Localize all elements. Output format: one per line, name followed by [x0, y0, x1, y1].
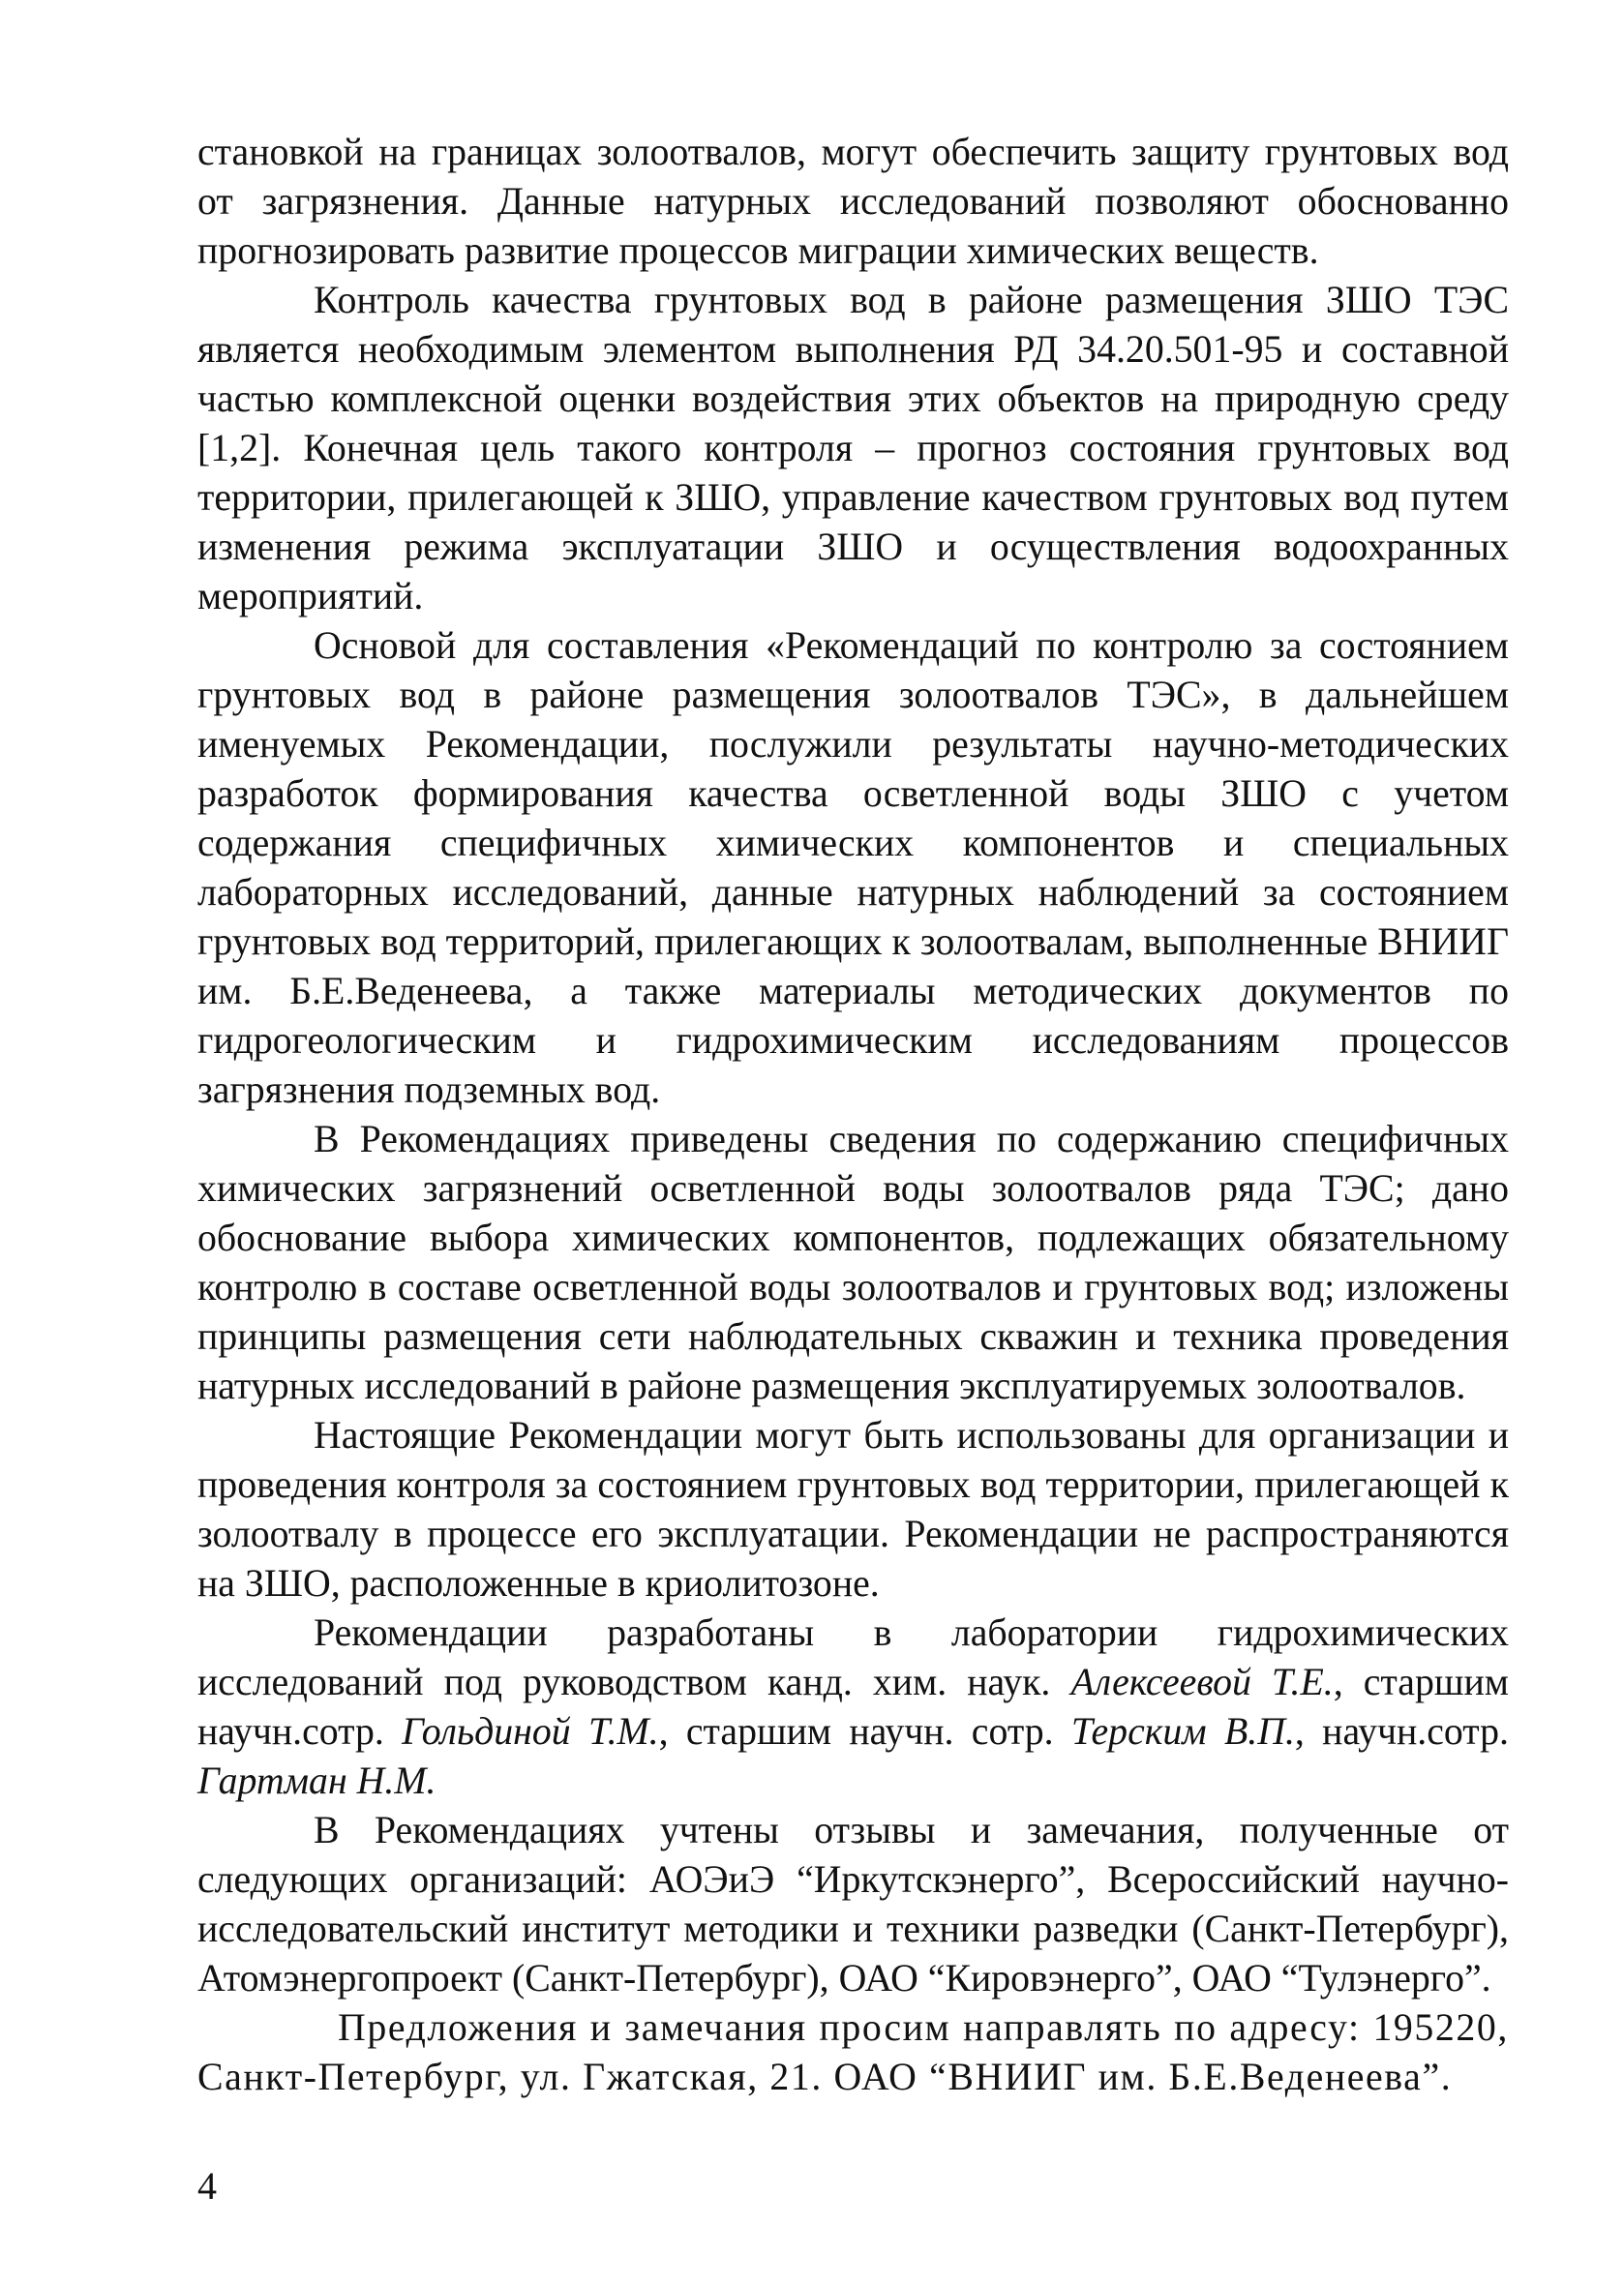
paragraph-authors	[197, 1609, 1509, 1806]
postal-address: 195220, Санкт-Петербург, ул. Гжатская, 21. ОАО “ВНИИГ им. Б.Е.Веденеева”.	[197, 2006, 1509, 2098]
paragraph-applicability: Настоящие Рекомендации могут быть использованы для организации и проведения контроля за состоянием грунтовых вод территории, прилегающей к золоотвалу в процессе его эксплуатации. Рекомендации не распространяются на ЗШО, расположенные в криолитозоне.	[197, 1414, 1509, 1605]
author-name: Терским В.П.	[1070, 1710, 1295, 1753]
author-name: Алексеевой Т.Е.	[1070, 1661, 1334, 1703]
address-intro: Предложения и замечания просим направлять по адресу:	[338, 2006, 1361, 2049]
paragraph-contents: В Рекомендациях приведены сведения по содержанию специфичных химических загрязнений осветленной воды золоотвалов ряда ТЭС; дано обоснование выбора химических компонентов, подлежащих обязательному контролю в составе осветленной воды золоотвалов и грунтовых вод; изложены принципы размещения сети наблюдательных скважин и техника проведения натурных исследований в районе размещения эксплуатируемых золоотвалов.	[197, 1118, 1509, 1407]
authors-intro: Рекомендации разработаны в лаборатории гидрохимических исследований под руководством канд. хим. наук.	[197, 1611, 1509, 1703]
paragraph-address	[197, 2003, 1509, 2102]
author-name: Гольдиной Т.М.	[402, 1710, 659, 1753]
page-number: 4	[197, 2164, 217, 2208]
authors-separator: , старшим научн.сотр.	[197, 1661, 1509, 1753]
paragraph-reviews: В Рекомендациях учтены отзывы и замечания, полученные от следующих организаций: АОЭиЭ “Иркутскэнерго”, Всероссийский научно-исследовательский институт методики и техники разведки (Санкт-Петербург), Атомэнергопроект (Санкт-Петербург), ОАО “Кировэнерго”, ОАО “Тулэнерго”.	[197, 1809, 1509, 2000]
authors-separator: , старшим научн. сотр.	[658, 1710, 1071, 1753]
body-text	[197, 128, 1509, 2102]
authors-separator: , научн.сотр.	[1294, 1710, 1510, 1753]
author-name: Гартман Н.М.	[197, 1760, 436, 1802]
paragraph-control-purpose: Контроль качества грунтовых вод в районе размещения ЗШО ТЭС является необходимым элементом выполнения РД 34.20.501-95 и составной частью комплексной оценки воздействия этих объектов на природную среду [1,2]. Конечная цель такого контроля – прогноз состояния грунтовых вод территории, прилегающей к ЗШО, управление качеством грунтовых вод путем изменения режима эксплуатации ЗШО и осуществления водоохранных мероприятий.	[197, 279, 1509, 617]
paragraph-continuation: становкой на границах золоотвалов, могут обеспечить защиту грунтовых вод от загрязнения. Данные натурных исследований позволяют обоснованно прогнозировать развитие процессов миграции химических веществ.	[197, 131, 1509, 272]
paragraph-basis: Основой для составления «Рекомендаций по контролю за состоянием грунтовых вод в районе размещения золоотвалов ТЭС», в дальнейшем именуемых Рекомендации, послужили результаты научно-методических разработок формирования качества осветленной воды ЗШО с учетом содержания специфичных химических компонентов и специальных лабораторных исследований, данные натурных наблюдений за состоянием грунтовых вод территорий, прилегающих к золоотвалам, выполненные ВНИИГ им. Б.Е.Веденеева, а также материалы методических документов по гидрогеологическим и гидрохимическим исследованиям процессов загрязнения подземных вод.	[197, 624, 1509, 1111]
